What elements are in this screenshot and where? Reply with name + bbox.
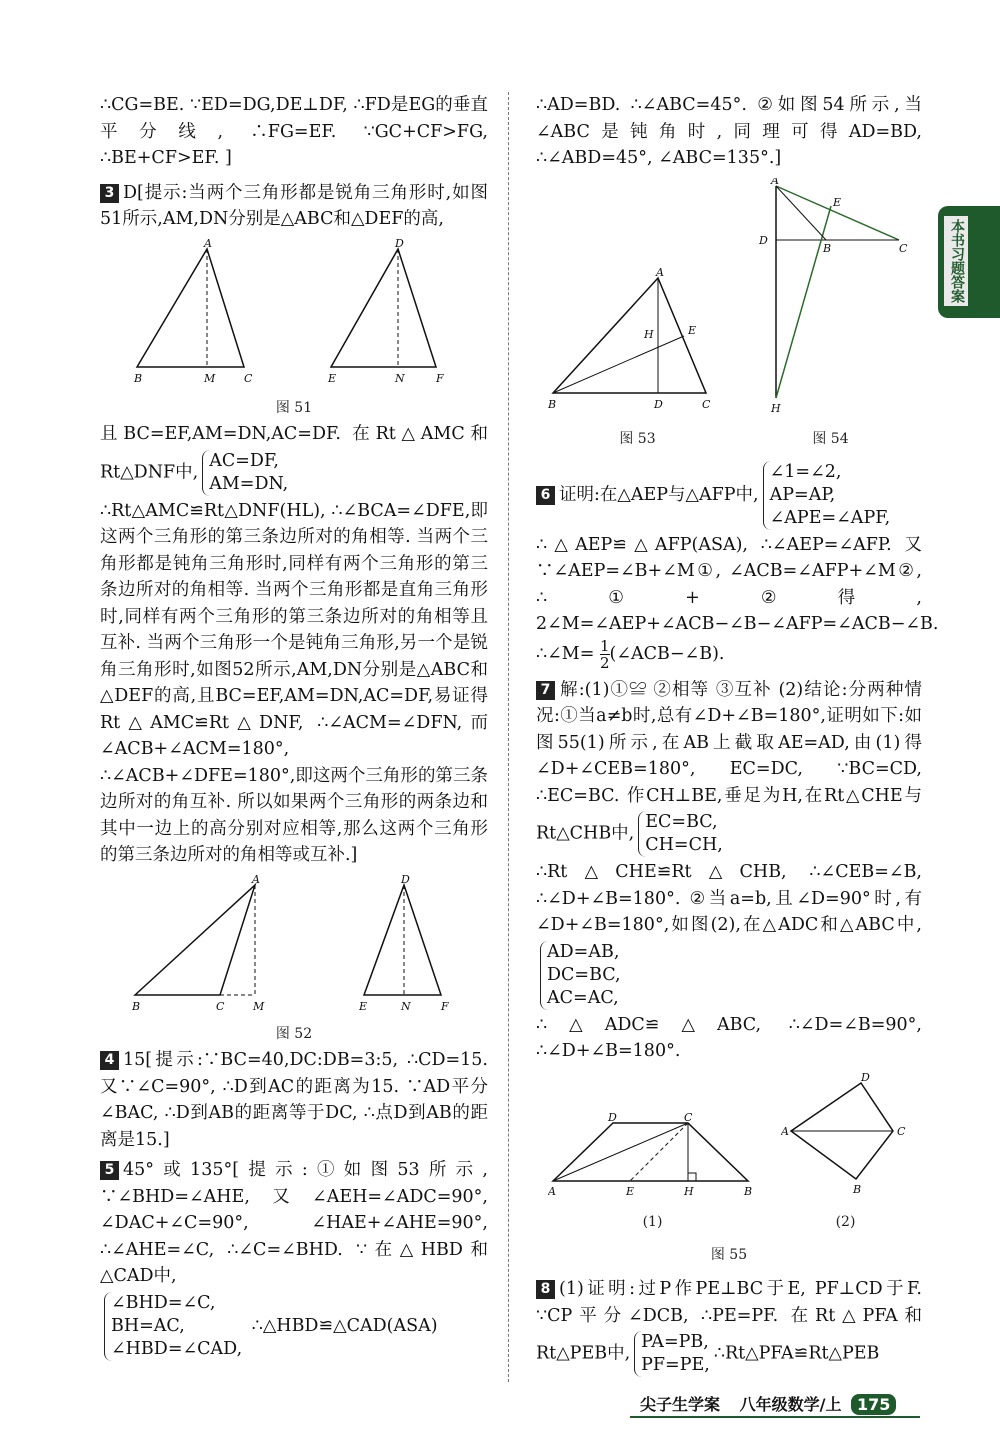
triangle-def-acute-2 — [349, 875, 459, 1015]
figure-51 — [100, 239, 488, 389]
svg-text:B: B — [134, 371, 143, 385]
brace-line: BH=AC, — [111, 1315, 185, 1336]
figure-53 — [548, 268, 728, 453]
brace-line: CH=CH, — [645, 835, 723, 855]
svg-text:C: C — [215, 999, 224, 1013]
svg-text:N: N — [400, 999, 411, 1013]
figure-55-1-drawing — [548, 1111, 758, 1201]
svg-text:H: H — [683, 1184, 694, 1198]
brace-line: AC=DF, — [209, 450, 279, 471]
q5-brace-row — [100, 1290, 488, 1363]
svg-text:A: A — [251, 874, 260, 886]
svg-text:C: C — [898, 241, 907, 255]
q3-brace — [202, 450, 288, 496]
q5-after-text: ∴△HBD≌△CAD(ASA) — [251, 1315, 438, 1336]
figure-52-caption: 图 52 — [275, 1025, 313, 1042]
svg-text:E: E — [832, 195, 841, 209]
figures-53-54 — [536, 178, 922, 453]
q7-brace-2 — [540, 941, 621, 1010]
page-footer — [640, 1392, 896, 1415]
svg-text:C: C — [683, 1110, 692, 1124]
svg-text:M: M — [204, 371, 216, 385]
svg-text:H: H — [770, 401, 781, 415]
q3-text-b-span: 且BC=EF,AM=DN,AC=DF. 在Rt△AMC和Rt△DNF中, — [100, 424, 488, 482]
column-divider — [508, 92, 509, 1382]
q5-continued: ∴AD=BD. ∴∠ABC=45°. ②如图54所示,当∠ABC是钝角时,同理可得AD=BD, ∴∠ABD=45°, ∠ABC=135°.] — [536, 95, 922, 168]
svg-text:D: D — [653, 397, 663, 411]
q6-text-c: (∠ACB−∠B). — [609, 643, 725, 664]
right-column — [536, 92, 939, 1379]
svg-text:B: B — [743, 1184, 752, 1198]
frac-num: 1 — [599, 636, 610, 655]
figure-55-1 — [548, 1111, 758, 1236]
svg-text:C: C — [896, 1124, 905, 1138]
footer-rule — [630, 1416, 920, 1418]
q5-brace — [104, 1292, 242, 1361]
svg-text:F: F — [436, 371, 444, 385]
svg-text:D: D — [395, 238, 404, 250]
triangle-abc-obtuse — [130, 875, 290, 1015]
svg-text:E: E — [328, 371, 337, 385]
q6-text-b-row — [536, 532, 939, 672]
figure-55-1-caption: (1) — [642, 1214, 663, 1230]
brace-line: PA=PB, — [641, 1332, 709, 1352]
q7-brace-1 — [638, 811, 723, 857]
figure-55 — [536, 1071, 922, 1236]
brace-line: PF=PE, — [641, 1355, 710, 1375]
q7-text-a: 解:(1)①≌ ②相等 ③互补 (2)结论:分两种情况:①当a≠b时,总有∠D+∠B=180°,证明如下:如图55(1)所示,在AB上截取AE=AD,由(1)得∠D+∠CEB=180°, EC=DC, ∵BC=CD, ∴EC=BC. 作CH⊥BE,垂足为H,在Rt△CHE与Rt△CHB中, — [536, 679, 922, 844]
svg-text:B: B — [131, 999, 140, 1013]
brace-line: AP=AP, — [769, 484, 836, 505]
svg-text:M: M — [252, 999, 264, 1013]
q7-answer — [536, 677, 922, 860]
q4-text: 15[提示:∵BC=40,DC:DB=3:5, ∴CD=15. 又∵∠C=90°, ∴D到AC的距离为15. ∵AD平分∠BAC, ∴D到AB的距离等于DC, ∴点D到AB的距离是15.] — [100, 1050, 488, 1150]
figure-52 — [100, 875, 488, 1015]
svg-text:C: C — [244, 371, 253, 385]
q3-number: 3 — [100, 184, 119, 203]
brace-line: AD=AB, — [547, 941, 620, 962]
triangle-abc-acute — [132, 239, 262, 389]
figure-55-2 — [781, 1071, 911, 1236]
q8-number: 8 — [536, 1280, 555, 1299]
q6-text-a: 证明:在△AEP与△AFP中, — [559, 484, 759, 505]
svg-text:A: A — [770, 177, 779, 187]
figure-53-drawing — [548, 268, 728, 418]
left-column — [100, 92, 488, 1363]
svg-text:E: E — [358, 999, 367, 1013]
q8-answer — [536, 1276, 922, 1379]
svg-text:N: N — [395, 371, 405, 385]
svg-text:H: H — [643, 327, 654, 341]
q3-text-c: ∴Rt△AMC≌Rt△DNF(HL), ∴∠BCA=∠DFE,即这两个三角形的第三条边所对的角相等. 当两个三角形都是钝角三角形时,同样有两个三角形的第三条边所对的角相等. 当两个三角形都是直角三角形时,同样有两个三角形的第三条边所对的角相等且互补. 当两个三角形一个是钝角三角形,另一个是锐角三角形时,如图52所示,AM,DN分别是△ABC和△DEF的高,且BC=EF,AM=DN,AC=DF,易证得Rt△AMC≌Rt△DNF, ∴∠ACM=∠DFN,而∠ACB+∠ACM=180°, ∴∠ACB+∠DFE=180°,即这两个三角形的第三条边所对的角互补. 所以如果两个三角形的两条边和其中一边上的高分别对应相等,那么这两个三角形的第三条边所对的角相等或互补.] — [100, 500, 488, 865]
q7-number: 7 — [536, 681, 555, 700]
brace-line: AC=AC, — [547, 987, 619, 1008]
figure-54-caption: 图 54 — [812, 431, 849, 447]
frac-den: 2 — [599, 653, 610, 672]
svg-text:D: D — [400, 874, 410, 886]
brace-line: ∠BHD=∠C, — [111, 1292, 216, 1313]
section-tab-label: 本书习题答案 — [944, 216, 968, 306]
brace-line: ∠APE=∠APF, — [769, 507, 891, 528]
svg-text:B: B — [852, 1182, 861, 1196]
figure-54 — [751, 178, 911, 453]
q5-number: 5 — [100, 1161, 119, 1180]
q3-text-b — [100, 421, 488, 498]
brace-line: ∠1=∠2, — [769, 461, 842, 482]
q6-number: 6 — [536, 486, 555, 505]
svg-text:A: A — [204, 238, 212, 250]
svg-text:F: F — [440, 999, 449, 1013]
q5-text: 45°或135°[提示:①如图53所示, ∵∠BHD=∠AHE,又∠AEH=∠ADC=90°, ∠DAC+∠C=90°, ∠HAE+∠AHE=90°, ∴∠AHE=∠C, ∴∠C=∠BHD. ∵在△HBD和△CAD中, — [100, 1160, 488, 1286]
q8-text-a: (1)证明:过P作PE⊥BC于E, PF⊥CD于F. ∵CP平分∠DCB, ∴PE=PF. 在Rt△PFA和Rt△PEB中, — [536, 1279, 922, 1364]
q3-answer — [100, 180, 488, 233]
svg-text:A: A — [655, 267, 664, 279]
svg-text:D: D — [607, 1110, 617, 1124]
figure-53-caption: 图 53 — [619, 431, 656, 447]
svg-text:E: E — [625, 1184, 634, 1198]
q6-text-b: ∴△AEP≌△AFP(ASA), ∴∠AEP=∠AFP. 又∵∠AEP=∠B+∠M①, ∠ACB=∠AFP+∠M②, ∴①+②得, 2∠M=∠AEP+∠ACB−∠B−∠AFP=∠ACB−∠B. ∴∠M= — [536, 534, 939, 664]
triangle-def-acute — [326, 239, 456, 389]
q5-answer — [100, 1157, 488, 1290]
brace-line: AM=DN, — [209, 473, 289, 494]
svg-text:B: B — [547, 397, 556, 411]
figure-54-drawing — [751, 178, 911, 418]
q7-text-b: ∴Rt△CHE≌Rt△CHB, ∴∠CEB=∠B, ∴∠D+∠B=180°. ②当a=b,且∠D=90°时,有∠D+∠B=180°,如图(2),在△ADC和△ABC中, — [536, 862, 922, 935]
section-tab — [938, 206, 1000, 318]
q6-brace — [763, 461, 891, 530]
q3-text-a: D[提示:当两个三角形都是锐角三角形时,如图51所示,AM,DN分别是△ABC和△DEF的高, — [100, 182, 488, 229]
figure-55-2-caption: (2) — [835, 1214, 856, 1230]
svg-text:E: E — [687, 323, 696, 337]
brace-line: ∠HBD=∠CAD, — [111, 1338, 243, 1359]
svg-text:D: D — [860, 1070, 870, 1084]
figure-55-caption: 图 55 — [710, 1246, 748, 1263]
footer-book-title: 尖子生学案 — [640, 1395, 721, 1414]
q7-text-b-row — [536, 859, 922, 1012]
q6-answer — [536, 459, 922, 532]
footer-grade: 八年级数学/上 — [739, 1395, 842, 1414]
figure-55-2-drawing — [781, 1071, 911, 1201]
fraction-half — [600, 638, 610, 671]
figure-51-caption: 图 51 — [275, 399, 313, 416]
q2-continued: ∴CG=BE. ∵ED=DG,DE⊥DF, ∴FD是EG的垂直平分线, ∴FG=EF. ∵GC+CF>FG, ∴BE+CF>EF. ] — [100, 95, 488, 168]
page-number: 175 — [851, 1394, 896, 1415]
q4-answer — [100, 1047, 488, 1153]
q7-text-c: ∴△ADC≌△ABC, ∴∠D=∠B=90°, ∴∠D+∠B=180°. — [536, 1014, 922, 1061]
brace-line: EC=BC, — [645, 812, 718, 832]
q4-number: 4 — [100, 1051, 119, 1070]
svg-text:A: A — [780, 1124, 789, 1138]
svg-text:A: A — [547, 1184, 556, 1198]
brace-line: DC=BC, — [547, 964, 621, 985]
svg-text:C: C — [701, 397, 710, 411]
svg-text:B: B — [822, 241, 831, 255]
q8-text-b: ∴Rt△PFA≌Rt△PEB — [713, 1343, 880, 1364]
svg-text:D: D — [758, 233, 768, 247]
q8-brace — [634, 1331, 710, 1377]
